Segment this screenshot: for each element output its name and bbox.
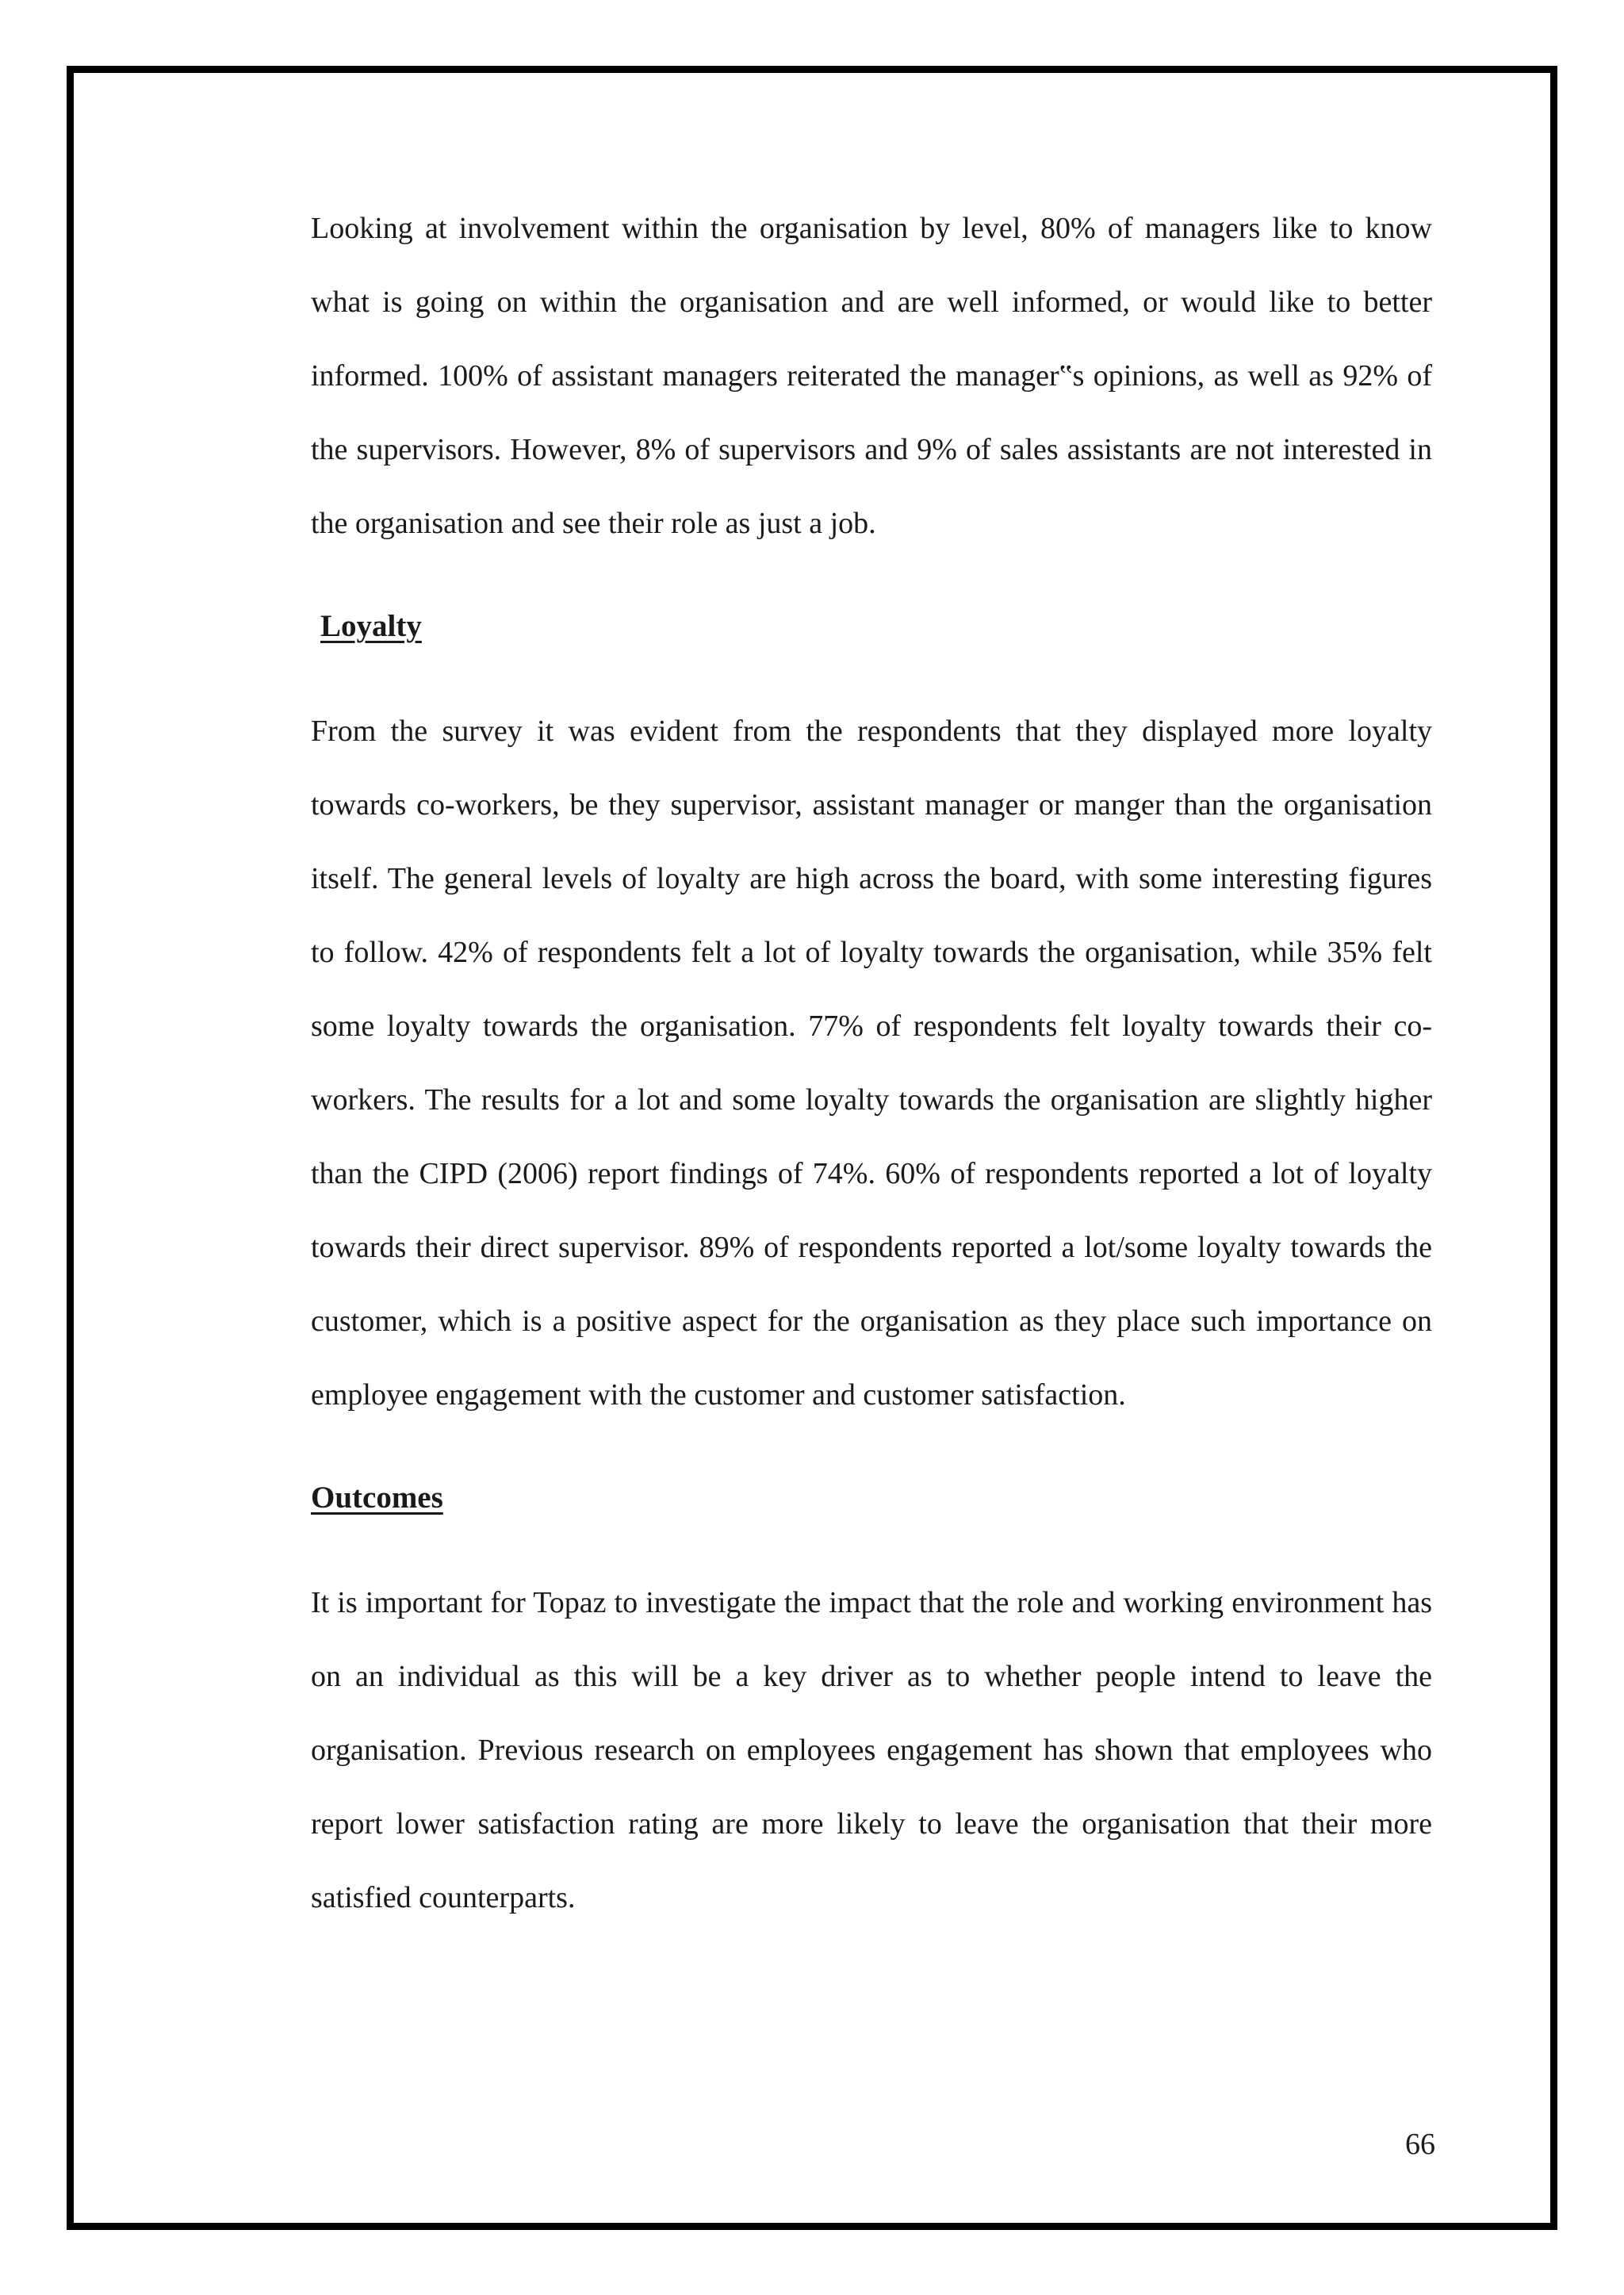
page-content (311, 192, 1432, 1935)
heading-loyalty: Loyalty (320, 609, 422, 643)
paragraph-outcomes: It is important for Topaz to investigate the impact that the role and working environment has on an individual as this will be a key driver as to whether people intend to leave the organisation. Previous research on employees engagement has shown that employees who report lower satisfaction rating are more likely to leave the organisation that their more satisfied counterparts. (311, 1586, 1432, 1914)
paragraph-loyalty: From the survey it was evident from the respondents that they displayed more loyalty towards co-workers, be they supervisor, assistant manager or manger than the organisation itself. The general levels of loyalty are high across the board, with some interesting figures to follow. 42% of respondents felt a lot of loyalty towards the organisation, while 35% felt some loyalty towards the organisation. 77% of respondents felt loyalty towards their co-workers. The results for a lot and some loyalty towards the organisation are slightly higher than the CIPD (2006) report findings of 74%. 60% of respondents reported a lot of loyalty towards their direct supervisor. 89% of respondents reported a lot/some loyalty towards the customer, which is a positive aspect for the organisation as they place such importance on employee engagement with the customer and customer satisfaction. (311, 715, 1432, 1412)
paragraph-involvement: Looking at involvement within the organisation by level, 80% of managers like to know what is going on within the organisation and are well informed, or would like to better informed. 100% of assistant managers reiterated the manager‟s opinions, as well as 92% of the supervisors. However, 8% of supervisors and 9% of sales assistants are not interested in the organisation and see their role as just a job. (311, 212, 1432, 540)
heading-outcomes: Outcomes (311, 1481, 443, 1515)
page-number: 66 (1405, 2128, 1435, 2161)
